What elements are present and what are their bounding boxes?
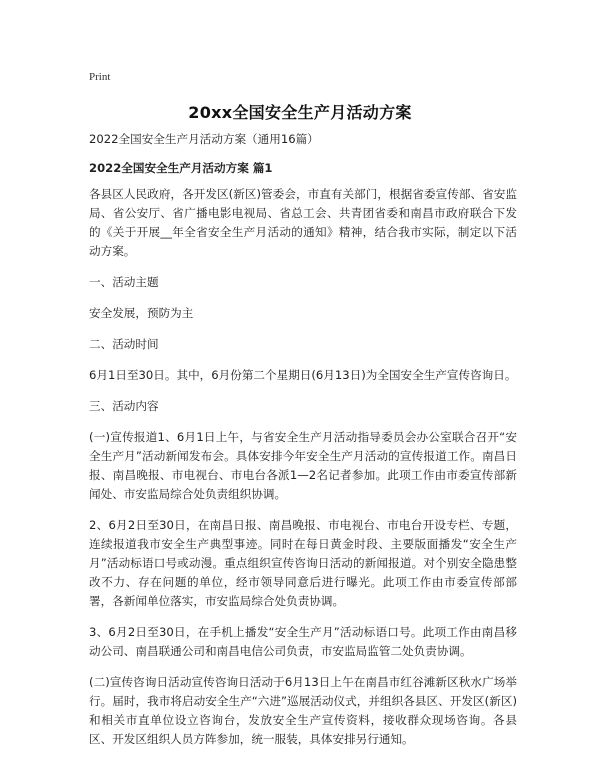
content-paragraph-1: (一)宣传报道1、6月1日上午，与省安全生产月活动指导委员会办公室联合召开“安全生产月”活动新闻发布会。具体安排今年安全生产月活动的宣传报道工作。南昌日报、南昌晚报、市电视台、市电台各派1—2名记者参加。此项工作由市委宣传部新闻处、市安监局综合处负责组织协调。 [89,430,517,501]
document-body [89,130,517,761]
content-paragraph-2: 2、6月2日至30日，在南昌日报、南昌晚报、市电视台、市电台开设专栏、专题，连续报道我市安全生产典型事迹。同时在每日黄金时段、主要版面播发“安全生产月”活动标语口号或动漫。重点组织宣传咨询日活动的新闻报道。对个别安全隐患整改不力、存在问题的单位，经市领导同意后进行曝光。此项工作由市委宣传部部署，各新闻单位落实，市安监局综合处负责协调。 [89,518,517,608]
intro-paragraph: 各县区人民政府，各开发区(新区)管委会，市直有关部门，根据省委宣传部、省安监局、省公安厅、省广播电影电视局、省总工会、共青团省委和南昌市政府联合下发的《关于开展__年全省安全生产月活动的通知》精神，结合我市实际，制定以下活动方案。 [89,187,517,258]
section-title: 2022全国安全生产月活动方案 篇1 [89,161,273,175]
document-subtitle: 2022全国安全生产月活动方案（通用16篇） [89,132,319,146]
print-link[interactable]: Print [89,71,111,83]
heading-theme: 一、活动主题 [89,275,159,289]
content-paragraph-3: 3、6月2日至30日，在手机上播发“安全生产月”活动标语口号。此项工作由南昌移动公司、南昌联通公司和南昌电信公司负责，市安监局监管二处负责协调。 [89,625,517,658]
heading-time: 二、活动时间 [89,337,159,351]
heading-content: 三、活动内容 [89,399,159,413]
content-paragraph-4: (二)宣传咨询日活动宣传咨询日活动于6月13日上午在南昌市红谷滩新区秋水广场举行。届时，我市将启动安全生产“六进”巡展活动仪式，并组织各县区、开发区(新区)和相关市直单位设立咨询台，发放安全生产宣传资料，接收群众现场咨询。各县区、开发区组织人员方阵参加，统一服装，具体安排另行通知。 [89,675,517,746]
page-title: 20xx全国安全生产月活动方案 [188,103,412,122]
theme-text: 安全发展，预防为主 [89,306,194,320]
time-text: 6月1日至30日。其中，6月份第二个星期日(6月13日)为全国安全生产宣传咨询日。 [89,368,517,382]
